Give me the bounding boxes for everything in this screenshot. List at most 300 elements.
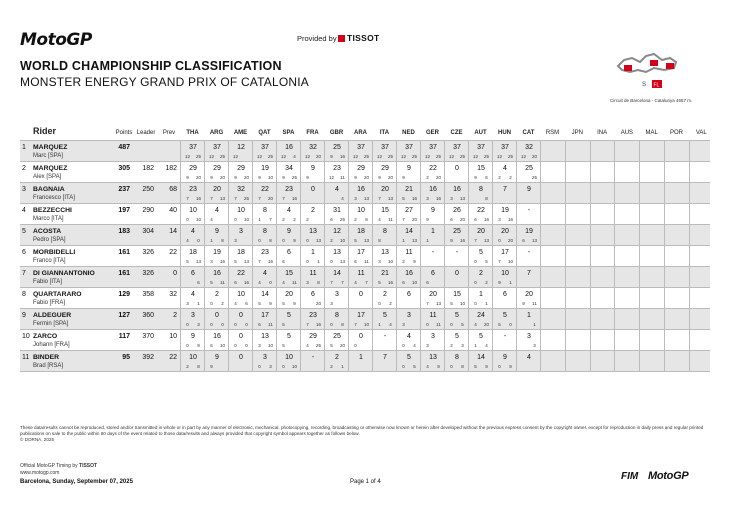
race-cell-rsm: [540, 267, 565, 288]
race-points: 11: [436, 322, 441, 327]
race-cell-val: [689, 330, 714, 351]
race-total: 3: [335, 291, 339, 298]
race-points: 25: [411, 154, 417, 159]
race-total: 8: [335, 312, 339, 319]
motogp-logo: MotoGP: [20, 30, 92, 50]
race-total: 16: [357, 186, 365, 193]
race-header-gbr: GBR: [329, 130, 344, 136]
race-cell-aus: [614, 288, 639, 309]
race-cell-ger: [420, 267, 444, 288]
race-points: 16: [243, 280, 249, 285]
race-header-arg: ARG: [209, 130, 224, 136]
race-total: 11: [309, 270, 317, 277]
race-points: 13: [315, 238, 321, 243]
race-total: 25: [453, 228, 461, 235]
race-points: 1: [197, 301, 200, 306]
race-total: 0: [455, 165, 459, 172]
race-cell-gbr: [324, 162, 348, 183]
race-total: 37: [477, 144, 485, 151]
sprint-points: 0: [186, 343, 189, 348]
circuit-label-s: S: [642, 82, 647, 88]
sprint-points: 12: [208, 154, 214, 159]
race-cell-fra: [300, 162, 324, 183]
race-points: 20: [387, 175, 393, 180]
sprint-points: 5: [354, 238, 357, 243]
race-cell-tha: [180, 351, 204, 372]
gap-to-leader: 370: [142, 333, 154, 340]
race-cell-jpn: [565, 246, 590, 267]
race-cell-ger: [420, 162, 444, 183]
race-total: 22: [477, 207, 485, 214]
race-points: 7: [365, 280, 368, 285]
race-cell-ina: [590, 246, 615, 267]
race-cell-ame: [228, 183, 252, 204]
race-cell-aut: [468, 288, 492, 309]
race-points: 1: [485, 301, 488, 306]
sprint-points: 0: [282, 238, 285, 243]
race-cell-rsm: [540, 204, 565, 225]
race-cell-mal: [639, 351, 664, 372]
race-cell-ger: [420, 246, 444, 267]
race-cell-tha: [180, 162, 204, 183]
race-total: 10: [189, 354, 197, 361]
gap-to-previous: 22: [169, 249, 177, 256]
race-cell-hun: [492, 204, 516, 225]
race-cell-tha: [180, 246, 204, 267]
race-total: 6: [191, 270, 195, 277]
gap-to-previous: 22: [169, 354, 177, 361]
race-total: 1: [431, 228, 435, 235]
circuit-map: [610, 48, 682, 94]
sprint-points: 5: [474, 364, 477, 369]
race-total: 8: [263, 228, 267, 235]
race-cell-gbr: [324, 267, 348, 288]
race-cell-ned: [396, 351, 420, 372]
sprint-points: 12: [280, 154, 286, 159]
race-total: 6: [431, 270, 435, 277]
race-total: 2: [335, 354, 339, 361]
race-points: 3: [269, 364, 272, 369]
race-points: 4: [341, 196, 344, 201]
race-points: 25: [219, 154, 225, 159]
race-cell-qat: [252, 309, 276, 330]
sprint-points: 3: [330, 301, 333, 306]
rider-firstname-nation: Fermin [SPA]: [33, 321, 69, 327]
race-cell-rsm: [540, 225, 565, 246]
race-cell-hun: [492, 246, 516, 267]
race-cell-cat: [516, 246, 540, 267]
table-row: [20, 308, 710, 329]
gap-to-leader: 182: [142, 165, 154, 172]
race-cell-tha: [180, 330, 204, 351]
race-total: 29: [237, 165, 245, 172]
sprint-points: 0: [234, 217, 237, 222]
race-cell-jpn: [565, 183, 590, 204]
race-points: 13: [243, 259, 249, 264]
race-points: 8: [365, 217, 368, 222]
race-total: 8: [479, 186, 483, 193]
sprint-points: 3: [306, 280, 309, 285]
race-total: 4: [215, 207, 219, 214]
race-cell-arg: [204, 162, 228, 183]
race-cell-cat: [516, 225, 540, 246]
race-header-ame: AME: [233, 130, 248, 136]
rider-firstname-nation: Franco [ITA]: [33, 258, 66, 264]
sprint-points: 2: [186, 364, 189, 369]
race-total: 20: [525, 291, 533, 298]
rider-position: 2: [22, 165, 26, 172]
rider-points: 127: [118, 312, 130, 319]
race-header-por: POR: [669, 130, 683, 136]
race-points: 9: [293, 301, 296, 306]
race-points: 20: [195, 175, 201, 180]
race-cell-val: [689, 267, 714, 288]
race-total: 37: [501, 144, 509, 151]
rider-points: 161: [118, 249, 130, 256]
rider-firstname-nation: Pedro [SPA]: [33, 237, 66, 243]
race-cell-hun: [492, 183, 516, 204]
sprint-points: 9: [306, 175, 309, 180]
sprint-points: 7: [498, 259, 501, 264]
race-cell-por: [664, 330, 689, 351]
table-row: [20, 161, 710, 182]
race-cell-fra: [300, 204, 324, 225]
race-total: 32: [525, 144, 533, 151]
race-points: 20: [411, 217, 417, 222]
race-total: 23: [189, 186, 197, 193]
race-cell-jpn: [565, 330, 590, 351]
race-points: 10: [387, 259, 393, 264]
race-total: 19: [261, 165, 269, 172]
race-total: 25: [525, 165, 533, 172]
table-row: [20, 182, 710, 203]
sprint-points: 2: [330, 364, 333, 369]
sprint-points: 0: [450, 322, 453, 327]
race-total: -: [455, 249, 459, 256]
sprint-points: 12: [304, 154, 310, 159]
rider-points: 117: [118, 333, 130, 340]
race-total: 6: [503, 291, 507, 298]
race-cell-tha: [180, 288, 204, 309]
sprint-points: 9: [378, 175, 381, 180]
race-cell-ita: [372, 141, 396, 162]
race-total: 8: [263, 207, 267, 214]
race-cell-ger: [420, 351, 444, 372]
sprint-points: 3: [498, 217, 501, 222]
race-points: 20: [363, 175, 369, 180]
race-cell-jpn: [565, 288, 590, 309]
race-cell-spa: [276, 141, 300, 162]
race-cell-mal: [639, 246, 664, 267]
race-total: 17: [357, 312, 365, 319]
race-cell-aus: [614, 183, 639, 204]
race-cell-cat: [516, 141, 540, 162]
race-cell-qat: [252, 204, 276, 225]
race-total: 37: [453, 144, 461, 151]
race-total: 3: [407, 312, 411, 319]
race-cell-tha: [180, 141, 204, 162]
gap-to-leader: 392: [142, 354, 154, 361]
rider-position: 10: [22, 333, 30, 340]
race-cell-ned: [396, 267, 420, 288]
race-cell-ara: [348, 330, 372, 351]
race-cell-ita: [372, 204, 396, 225]
race-total: 8: [383, 228, 387, 235]
race-total: 25: [333, 144, 341, 151]
race-cell-ara: [348, 141, 372, 162]
sprint-points: 4: [474, 322, 477, 327]
race-cell-ger: [420, 309, 444, 330]
sprint-points: 0: [402, 343, 405, 348]
rider-points: 305: [118, 165, 130, 172]
race-cell-ina: [590, 204, 615, 225]
race-cell-hun: [492, 267, 516, 288]
race-total: 9: [527, 186, 531, 193]
race-total: 26: [453, 207, 461, 214]
rider-position: 6: [22, 249, 26, 256]
rider-firstname-nation: Brad [RSA]: [33, 363, 64, 369]
race-cell-spa: [276, 288, 300, 309]
race-header-val: VAL: [695, 130, 707, 136]
sprint-points: 12: [328, 175, 334, 180]
race-total: 5: [455, 312, 459, 319]
sprint-points: 2: [402, 259, 405, 264]
race-cell-val: [689, 141, 714, 162]
race-cell-ina: [590, 141, 615, 162]
sprint-points: 9: [258, 175, 261, 180]
rider-name: BINDER: [33, 354, 60, 361]
race-cell-por: [664, 309, 689, 330]
sprint-points: 6: [282, 259, 285, 264]
sprint-points: 9: [330, 154, 333, 159]
race-cell-mal: [639, 204, 664, 225]
sprint-points: 0: [474, 280, 477, 285]
race-cell-tha: [180, 309, 204, 330]
sprint-points: 3: [426, 343, 429, 348]
race-cell-aut: [468, 267, 492, 288]
rider-header: Rider: [33, 126, 57, 136]
sprint-points: 6: [426, 280, 429, 285]
website-link[interactable]: www.motogp.com: [20, 470, 60, 476]
sprint-points: 1: [258, 217, 261, 222]
race-points: 25: [339, 217, 345, 222]
sprint-points: 2: [282, 217, 285, 222]
race-total: 17: [261, 312, 269, 319]
race-points: 1: [509, 280, 512, 285]
rider-name: ZARCO: [33, 333, 58, 340]
rider-name: BEZZECCHI: [33, 207, 72, 214]
race-points: 4: [413, 343, 416, 348]
race-points: 20: [267, 196, 273, 201]
race-total: 18: [357, 228, 365, 235]
race-total: 13: [429, 354, 437, 361]
race-total: 7: [527, 270, 531, 277]
race-total: 3: [191, 312, 195, 319]
gap-to-previous: 14: [169, 228, 177, 235]
race-cell-arg: [204, 225, 228, 246]
sprint-points: 0: [402, 364, 405, 369]
race-cell-hun: [492, 309, 516, 330]
race-total: 1: [311, 249, 315, 256]
disclaimer-text: These data/results cannot be reproduced, stored and/or transmitted in whole or in part by any manner of electronic, mechanical, photocopying, recording, broadcasting or otherwise now known or herein after developed without the previous express consent by the copyright owner, except for reproduction in daily press and regular printed publications on sale to the public within 60 days of the event related to those data/results and always provided that copyright symbol appears together as follows below.: [20, 425, 704, 437]
race-points: 7: [341, 280, 344, 285]
race-cell-fra: [300, 309, 324, 330]
race-total: 2: [479, 270, 483, 277]
race-cell-cat: [516, 330, 540, 351]
race-cell-ita: [372, 351, 396, 372]
footer-date: Barcelona, Sunday, September 07, 2025: [20, 479, 133, 485]
race-cell-ned: [396, 309, 420, 330]
race-cell-aut: [468, 330, 492, 351]
race-total: 5: [287, 312, 291, 319]
race-cell-jpn: [565, 351, 590, 372]
race-cell-ara: [348, 183, 372, 204]
sprint-points: 4: [210, 217, 213, 222]
race-total: 15: [453, 291, 461, 298]
race-total: 37: [429, 144, 437, 151]
race-header-ina: INA: [597, 130, 608, 136]
sprint-points: 12: [520, 154, 526, 159]
race-total: 17: [357, 249, 365, 256]
race-cell-ger: [420, 330, 444, 351]
race-points: 10: [291, 364, 297, 369]
race-total: 5: [503, 312, 507, 319]
classification-table: [20, 128, 710, 372]
race-total: 10: [501, 270, 509, 277]
race-cell-arg: [204, 330, 228, 351]
rider-firstname-nation: Francesco [ITA]: [33, 195, 75, 201]
sprint-points: 0: [258, 364, 261, 369]
race-header-ita: ITA: [379, 130, 390, 136]
race-cell-ita: [372, 288, 396, 309]
race-cell-rsm: [540, 288, 565, 309]
race-points: 25: [315, 343, 321, 348]
rider-firstname-nation: Alex [SPA]: [33, 174, 62, 180]
race-total: 21: [405, 186, 413, 193]
sprint-points: 4: [306, 343, 309, 348]
race-points: 25: [531, 175, 537, 180]
race-header-ger: GER: [425, 130, 439, 136]
race-points: 8: [461, 364, 464, 369]
race-cell-cat: [516, 204, 540, 225]
race-cell-arg: [204, 267, 228, 288]
race-total: 23: [261, 249, 269, 256]
sprint-points: 0: [186, 322, 189, 327]
race-total: -: [383, 333, 387, 340]
race-points: 10: [243, 217, 249, 222]
race-cell-aus: [614, 330, 639, 351]
race-points: 1: [341, 364, 344, 369]
race-points: 1: [533, 322, 536, 327]
table-row: [20, 140, 710, 161]
motogp-footer-logo: MotoGP: [648, 470, 689, 482]
race-cell-hun: [492, 330, 516, 351]
race-points: 10: [267, 343, 273, 348]
sprint-points: 7: [234, 196, 237, 201]
sprint-points: 7: [330, 280, 333, 285]
sprint-points: 7: [210, 196, 213, 201]
race-cell-rsm: [540, 330, 565, 351]
race-points: 20: [243, 175, 249, 180]
race-points: 0: [197, 238, 200, 243]
race-cell-spa: [276, 204, 300, 225]
race-total: 7: [503, 186, 507, 193]
sprint-points: 7: [402, 217, 405, 222]
table-row: [20, 203, 710, 224]
sprint-points: 6: [522, 238, 525, 243]
race-points: 25: [291, 175, 297, 180]
gap-to-previous: 0: [173, 270, 177, 277]
race-cell-por: [664, 204, 689, 225]
race-total: -: [527, 249, 531, 256]
race-total: 6: [311, 291, 315, 298]
race-total: 0: [239, 312, 243, 319]
gap-to-previous: 10: [169, 333, 177, 340]
sprint-points: 12: [184, 154, 190, 159]
sprint-points: 5: [282, 301, 285, 306]
race-total: 3: [527, 333, 531, 340]
race-cell-gbr: [324, 288, 348, 309]
sprint-points: 0: [234, 322, 237, 327]
race-cell-qat: [252, 330, 276, 351]
race-cell-aut: [468, 309, 492, 330]
provided-by-label: Provided by: [297, 34, 337, 43]
race-cell-ina: [590, 183, 615, 204]
race-total: 37: [405, 144, 413, 151]
sprint-points: 7: [474, 238, 477, 243]
rider-points: 197: [118, 207, 130, 214]
race-cell-mal: [639, 225, 664, 246]
race-cell-cat: [516, 162, 540, 183]
sprint-points: 8: [378, 238, 381, 243]
race-total: 22: [429, 165, 437, 172]
tissot-logo: TISSOT: [338, 33, 380, 43]
race-total: 4: [287, 207, 291, 214]
rider-name: MARQUEZ: [33, 144, 68, 151]
race-cell-ned: [396, 246, 420, 267]
race-cell-rsm: [540, 162, 565, 183]
rider-position: 9: [22, 312, 26, 319]
sprint-points: 3: [402, 322, 405, 327]
race-cell-mal: [639, 309, 664, 330]
race-cell-spa: [276, 351, 300, 372]
sprint-points: 2: [450, 343, 453, 348]
race-points: 11: [268, 322, 273, 327]
sprint-points: 3: [354, 196, 357, 201]
sprint-points: 6: [450, 217, 453, 222]
race-cell-ger: [420, 141, 444, 162]
race-header-cze: CZE: [450, 130, 463, 136]
rider-points: 129: [118, 291, 130, 298]
race-total: 5: [479, 333, 483, 340]
race-total: 37: [357, 144, 365, 151]
race-total: 32: [309, 144, 317, 151]
sprint-points: 0: [306, 238, 309, 243]
race-points: 16: [315, 322, 321, 327]
race-cell-cze: [444, 225, 468, 246]
race-cell-aut: [468, 246, 492, 267]
race-cell-ame: [228, 225, 252, 246]
race-points: 4: [485, 343, 488, 348]
race-cell-ita: [372, 330, 396, 351]
race-cell-ame: [228, 309, 252, 330]
race-points: 20: [435, 175, 441, 180]
sprint-points: 1: [402, 238, 405, 243]
race-points: 8: [341, 322, 344, 327]
sprint-points: 5: [282, 343, 285, 348]
rider-name: MORBIDELLI: [33, 249, 76, 256]
race-cell-arg: [204, 246, 228, 267]
